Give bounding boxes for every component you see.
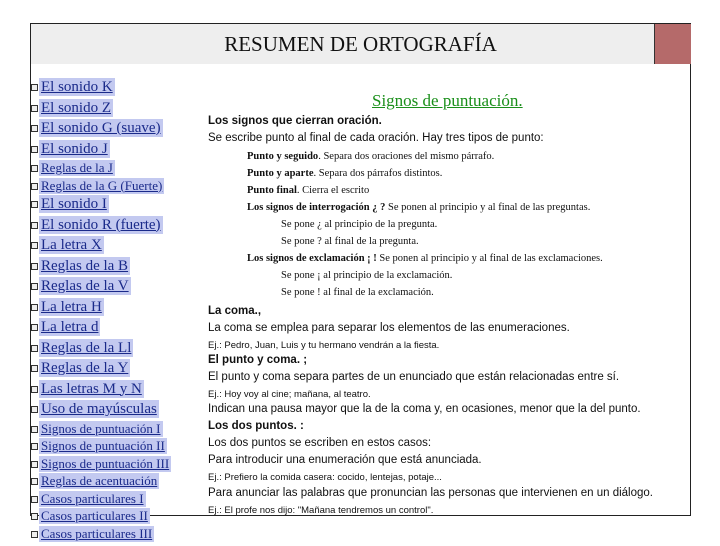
dos-puntos-dialogue: Para anunciar las palabras que pronuncian las personas que intervienen en un diálogo. <box>208 487 653 499</box>
dos-puntos-example-1: Ej.: Prefiero la comida casera: cocido, lentejas, potaje... <box>208 472 442 483</box>
sidebar-item-label[interactable]: El sonido J <box>41 140 108 157</box>
bullet-box-icon <box>31 125 38 132</box>
bullet-box-icon <box>31 165 38 172</box>
bullet-box-icon <box>31 478 38 485</box>
interrogation-line <box>247 202 590 213</box>
exclamation-text: Se ponen al principio y al final de las exclamaciones. <box>376 253 603 264</box>
sidebar-item-label[interactable]: Casos particulares III <box>41 525 153 541</box>
bullet-box-icon <box>31 222 38 229</box>
dos-puntos-example-2: Ej.: El profe nos dijo: "Mañana tendremos un control". <box>208 505 434 516</box>
bullet-box-icon <box>31 496 38 503</box>
sidebar-item-label[interactable]: Uso de mayúsculas <box>41 401 157 417</box>
dos-puntos-title: Los dos puntos. : <box>208 420 304 432</box>
sidebar-item-label[interactable]: El sonido Z <box>41 99 111 116</box>
sidebar-item-label[interactable]: Reglas de acentuación <box>41 473 158 488</box>
bullet-box-icon <box>31 183 38 190</box>
punto-seguido-line <box>247 151 494 162</box>
bullet-box-icon <box>31 146 38 153</box>
interrogation-text: Se ponen al principio y al final de las preguntas. <box>385 202 591 213</box>
dos-puntos-enumeration: Para introducir una enumeración que está anunciada. <box>208 454 482 466</box>
sidebar-item-label[interactable]: El sonido G (suave) <box>41 120 161 136</box>
punto-final-label: Punto final <box>247 185 297 196</box>
sidebar-item-label[interactable]: La letra d <box>41 319 99 335</box>
bullet-box-icon <box>31 345 38 352</box>
bullet-box-icon <box>31 283 38 290</box>
punto-aparte-label: Punto y aparte <box>247 168 314 179</box>
coma-example: Ej.: Pedro, Juan, Luis y tu hermano vendrán a la fiesta. <box>208 340 440 351</box>
coma-text: La coma se emplea para separar los elementos de las enumeraciones. <box>208 322 570 334</box>
sidebar-item-label[interactable]: Signos de puntuación II <box>41 438 165 453</box>
punto-seguido-label: Punto y seguido <box>247 151 319 162</box>
interrogation-open-rule: Se pone ¿ al principio de la pregunta. <box>281 219 438 230</box>
sidebar-item-label[interactable]: Reglas de la Y <box>41 360 129 376</box>
sidebar-item-label[interactable]: Casos particulares II <box>41 508 148 523</box>
bullet-box-icon <box>31 263 38 270</box>
sidebar-item-label[interactable]: Reglas de la Ll <box>41 339 132 356</box>
sidebar-item-label[interactable]: Las letras M y N <box>41 380 142 397</box>
interrogation-label: Los signos de interrogación ¿ ? <box>247 202 386 213</box>
sidebar-item-label[interactable]: El sonido I <box>41 196 107 212</box>
sidebar-item-label[interactable]: El sonido R (fuerte) <box>41 216 161 233</box>
sidebar-item-label[interactable]: Casos particulares I <box>41 490 144 506</box>
sidebar-item-label[interactable]: Reglas de la V <box>41 278 129 294</box>
punto-aparte-line <box>247 168 442 179</box>
bullet-box-icon <box>31 443 38 450</box>
page-title: RESUMEN DE ORTOGRAFÍA <box>31 24 690 64</box>
coma-title: La coma., <box>208 305 262 317</box>
punto-coma-text: El punto y coma separa partes de un enunciado que están relacionadas entre sí. <box>208 371 620 383</box>
sidebar-item-label[interactable]: La letra H <box>41 298 102 315</box>
exclamation-line <box>247 253 603 264</box>
sidebar-item-label[interactable]: Reglas de la G (Fuerte) <box>41 177 163 193</box>
punto-final-line <box>247 185 369 196</box>
punto-coma-example: Ej.: Hoy voy al cine; mañana, al teatro. <box>208 389 371 400</box>
bullet-box-icon <box>31 304 38 311</box>
bullet-box-icon <box>31 365 38 372</box>
bullet-box-icon <box>31 105 38 112</box>
bullet-box-icon <box>31 513 38 520</box>
sidebar-item-label[interactable]: Reglas de la B <box>41 257 129 274</box>
sidebar-item-label[interactable]: El sonido K <box>41 79 113 95</box>
dos-puntos-text: Los dos puntos se escriben en estos casos: <box>208 437 432 449</box>
bullet-box-icon <box>31 531 38 538</box>
closing-signs-text: Se escribe punto al final de cada oración. Hay tres tipos de punto: <box>208 132 544 144</box>
section-heading: Signos de puntuación. <box>372 91 523 110</box>
sidebar-item-label[interactable]: Signos de puntuación I <box>41 420 161 436</box>
punto-final-text: . Cierra el escrito <box>296 185 370 196</box>
bullet-box-icon <box>31 461 38 468</box>
sidebar-item-label[interactable]: Signos de puntuación III <box>41 455 170 471</box>
bullet-box-icon <box>31 201 38 208</box>
bullet-box-icon <box>31 426 38 433</box>
bullet-box-icon <box>31 406 38 413</box>
pausa-text: Indican una pausa mayor que la de la coma y, en ocasiones, menor que la del punto. <box>208 403 641 415</box>
exclamation-open-rule: Se pone ¡ al principio de la exclamación. <box>281 270 453 281</box>
exclamation-close-rule: Se pone ! al final de la exclamación. <box>281 287 434 298</box>
bullet-box-icon <box>31 84 38 91</box>
punto-coma-title: El punto y coma. ; <box>208 354 308 366</box>
closing-signs-title: Los signos que cierran oración. <box>208 115 382 127</box>
title-accent-bar <box>654 24 691 64</box>
bullet-box-icon <box>31 386 38 393</box>
bullet-box-icon <box>31 242 38 249</box>
bullet-box-icon <box>31 324 38 331</box>
sidebar-item-label[interactable]: La letra X <box>41 237 102 253</box>
punto-aparte-text: . Separa dos párrafos distintos. <box>313 168 443 179</box>
exclamation-label: Los signos de exclamación ¡ ! <box>247 253 377 264</box>
interrogation-close-rule: Se pone ? al final de la pregunta. <box>281 236 419 247</box>
sidebar-item-label[interactable]: Reglas de la J <box>41 160 113 175</box>
punto-seguido-text: . Separa dos oraciones del mismo párrafo. <box>318 151 495 162</box>
